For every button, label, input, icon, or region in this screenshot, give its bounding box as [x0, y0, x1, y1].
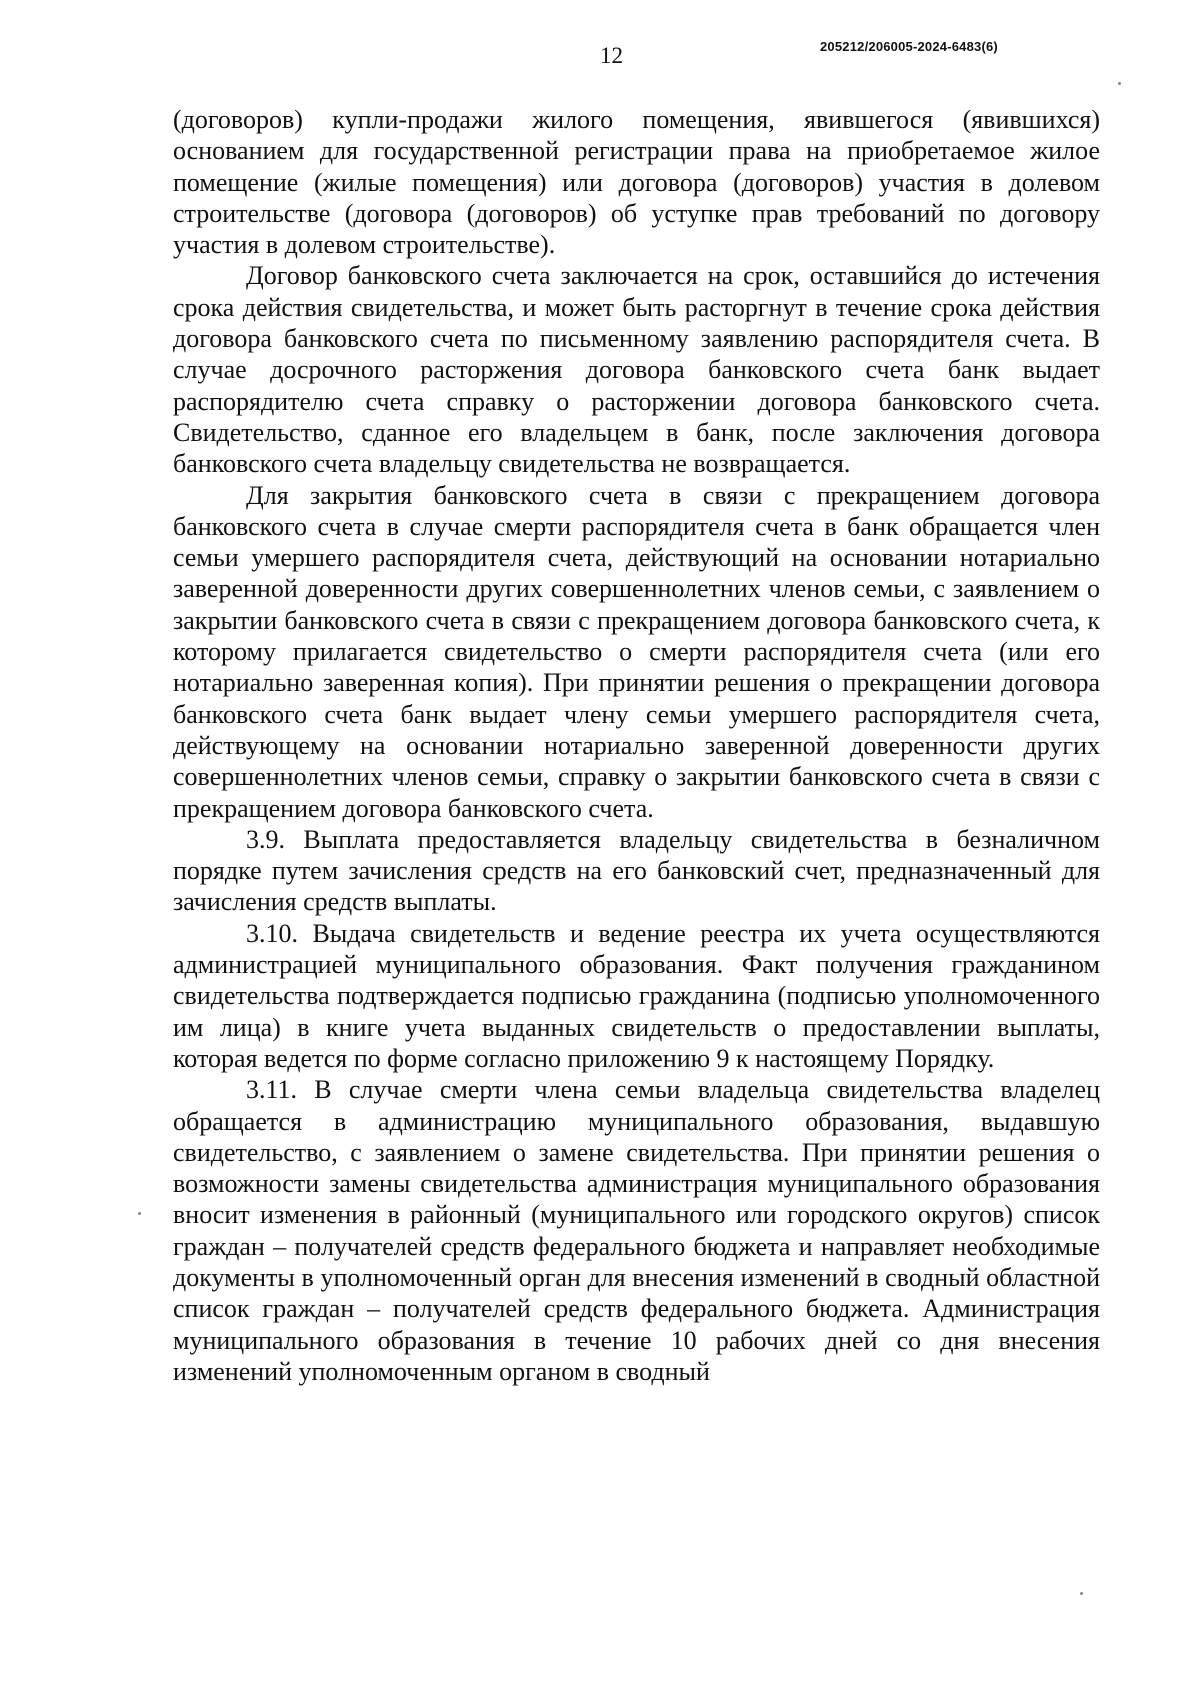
- scan-speck: [1118, 82, 1121, 85]
- document-body: [173, 104, 1100, 1387]
- page-number: 12: [600, 43, 623, 68]
- scan-speck: [1080, 1592, 1083, 1595]
- paragraph-account-closing: Для закрытия банковского счета в связи с прекращением договора банковского счета в случае смерти распорядителя счета в банк обращается член семьи умершего распорядителя счета, действующий на основании нотариально заверенной доверенности других совершеннолетних членов семьи, с заявлением о закрытии банковского счета в связи с прекращением договора банковского счета, к которому прилагается свидетельство о смерти распорядителя счета (или его нотариально заверенная копия). При принятии решения о прекращении договора банковского счета банк выдает члену семьи умершего распорядителя счета, действующему на основании нотариально заверенной доверенности других совершеннолетних членов семьи, справку о закрытии банковского счета в связи с прекращением договора банковского счета.: [173, 480, 1100, 823]
- scan-speck: [138, 1212, 141, 1215]
- paragraph-clause-3-10: 3.10. Выдача свидетельств и ведение реестра их учета осуществляются администрацией муниципального образования. Факт получения гражданином свидетельства подтверждается подписью гражданина (подписью уполномоченного им лица) в книге учета выданных свидетельств о предоставлении выплаты, которая ведется по форме согласно приложению 9 к настоящему Порядку.: [173, 918, 1100, 1073]
- paragraph-continuation: (договоров) купли-продажи жилого помещения, явившегося (явившихся) основанием для государственной регистрации права на приобретаемое жилое помещение (жилые помещения) или договора (договоров) участия в долевом строительстве (договора (договоров) об уступке прав требований по договору участия в долевом строительстве).: [173, 105, 1100, 260]
- paragraph-clause-3-9: 3.9. Выплата предоставляется владельцу свидетельства в безналичном порядке путем зачисления средств на его банковский счет, предназначенный для зачисления средств выплаты.: [173, 824, 1100, 917]
- paragraph-bank-account-agreement: Договор банковского счета заключается на срок, оставшийся до истечения срока действия свидетельства, и может быть расторгнут в течение срока действия договора банковского счета по письменному заявлению распорядителя счета. В случае досрочного расторжения договора банковского счета банк выдает распорядителю счета справку о расторжении договора банковского счета. Свидетельство, сданное его владельцем в банк, после заключения договора банковского счета владельцу свидетельства не возвращается.: [173, 261, 1100, 479]
- paragraph-clause-3-11: 3.11. В случае смерти члена семьи владельца свидетельства владелец обращается в администрацию муниципального образования, выдавшую свидетельство, с заявлением о замене свидетельства. При принятии решения о возможности замены свидетельства администрация муниципального образования вносит изменения в районный (муниципального или городского округов) список граждан – получателей средств федерального бюджета и направляет необходимые документы в уполномоченный орган для внесения изменений в сводный областной список граждан – получателей средств федерального бюджета. Администрация муниципального образования в течение 10 рабочих дней со дня внесения изменений уполномоченным органом в сводный: [173, 1075, 1100, 1386]
- document-code: 205212/206005-2024-6483(6): [820, 39, 998, 54]
